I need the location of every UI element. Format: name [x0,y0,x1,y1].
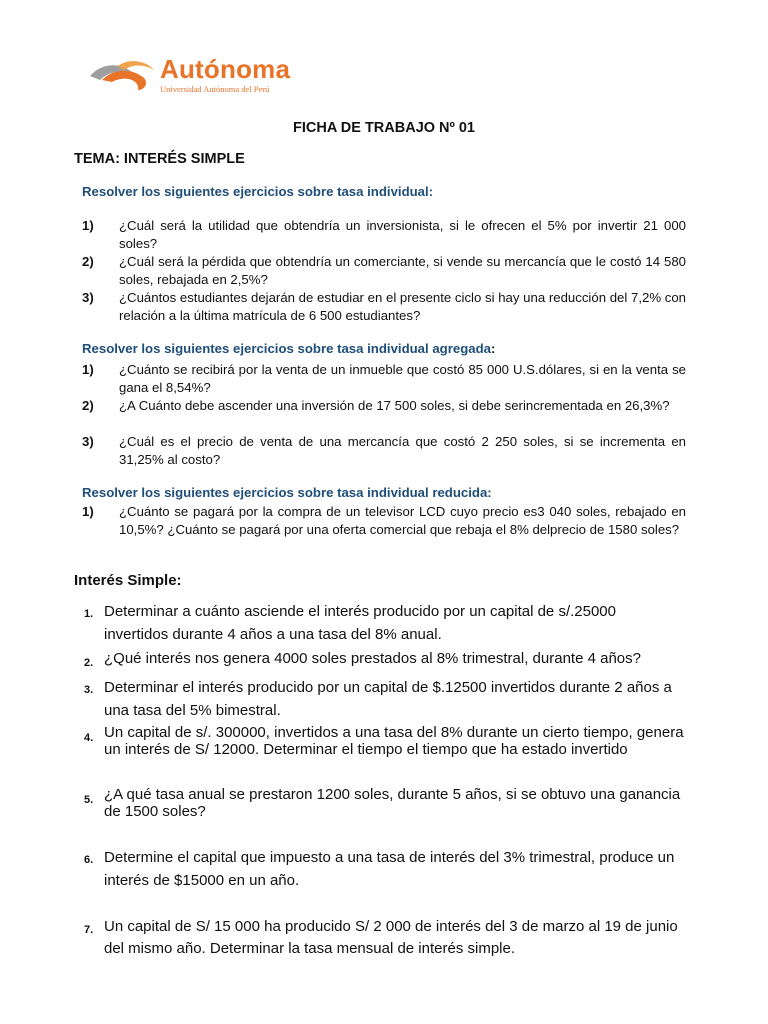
section-heading: Resolver los siguientes ejercicios sobre tasa individual: [82,184,434,199]
problem-text: Determinar a cuánto asciende el interés producido por un capital de s/.25000 invertidos durante 4 años a una tasa del 8% anual. [104,603,616,643]
problem-number: 1. [84,608,94,620]
problem-item [84,600,684,646]
section-heading: Resolver los siguientes ejercicios sobre tasa individual reducida: [82,485,492,500]
problem-number: 7. [84,924,94,936]
problem-number: 2. [84,657,94,669]
exercise-item [82,289,686,324]
problem-number: 3. [84,684,94,696]
problem-text: Un capital de s/. 300000, invertidos a una tasa del 8% durante un cierto tiempo, genera un interés de S/ 12000. Determinar el tiempo el tiempo que ha estado invertido [104,724,684,758]
exercise-text: ¿Cuánto se pagará por la compra de un televisor LCD cuyo precio es3 040 soles, rebajado en 10,5%? ¿Cuánto se pagará por una oferta comercial que rebaja el 8% delprecio de 1580 soles? [119,504,686,537]
exercise-number: 1) [82,218,94,233]
section-heading-text: Resolver los siguientes ejercicios sobre tasa individual agregada [82,341,491,356]
exercise-item [82,253,686,288]
exercise-item [82,433,686,468]
section-heading [82,341,495,356]
problem-item [84,649,684,669]
problem-number: 6. [84,854,94,866]
exercise-number: 1) [82,504,94,519]
problem-item [84,846,684,892]
section-heading-colon: : [490,341,496,356]
university-logo [88,54,308,98]
exercise-text: ¿Cuál es el precio de venta de una mercancía que costó 2 250 soles, si se incrementa en 31,25% al costo? [119,434,686,467]
problem-item [84,786,684,820]
problem-item [84,724,684,758]
problem-text: Un capital de S/ 15 000 ha producido S/ 2 000 de interés del 3 de marzo al 19 de junio del mismo año. Determinar la tasa mensual de interés simple. [104,918,678,957]
exercise-number: 1) [82,362,94,377]
exercise-number: 2) [82,398,94,413]
exercise-number: 2) [82,254,94,269]
swoosh-logo-icon [88,56,156,96]
problem-number: 5. [84,794,94,806]
exercise-item [82,361,686,396]
problem-text: Determine el capital que impuesto a una tasa de interés del 3% trimestral, produce un interés de $15000 en un año. [104,849,675,889]
exercise-number: 3) [82,290,94,305]
exercise-item [82,397,686,415]
topic-heading: TEMA: INTERÉS SIMPLE [74,151,245,167]
problem-text: ¿A qué tasa anual se prestaron 1200 soles, durante 5 años, si se obtuvo una ganancia de 1500 soles? [104,786,681,820]
problem-text: ¿Qué interés nos genera 4000 soles prestados al 8% trimestral, durante 4 años? [104,650,641,667]
exercise-text: ¿Cuánto se recibirá por la venta de un inmueble que costó 85 000 U.S.dólares, si en la venta se gana el 8,54%? [119,362,686,395]
logo-subtitle: Universidad Autónoma del Perú [160,84,270,94]
exercise-text: ¿A Cuánto debe ascender una inversión de 17 500 soles, si debe serincrementada en 26,3%? [119,398,670,413]
exercise-text: ¿Cuál será la utilidad que obtendría un inversionista, si le ofrecen el 5% por invertir 21 000 soles? [119,218,686,251]
exercise-text: ¿Cuántos estudiantes dejarán de estudiar en el presente ciclo si hay una reducción del 7,2% con relación a la última matrícula de 6 500 estudiantes? [119,290,686,323]
exercise-item [82,217,686,252]
exercise-text: ¿Cuál será la pérdida que obtendría un comerciante, si vende su mercancía que le costó 14 580 soles, rebajada en 2,5%? [119,254,686,287]
problem-item [84,916,684,960]
problem-number: 4. [84,732,94,744]
problem-text: Determinar el interés producido por un capital de $.12500 invertidos durante 2 años a una tasa del 5% bimestral. [104,679,672,719]
exercise-number: 3) [82,434,94,449]
logo-name: Autónoma [160,54,291,84]
interes-simple-heading: Interés Simple: [74,572,182,589]
page-title: FICHA DE TRABAJO Nº 01 [292,120,475,136]
problem-item [84,676,684,722]
exercise-item [82,503,686,538]
